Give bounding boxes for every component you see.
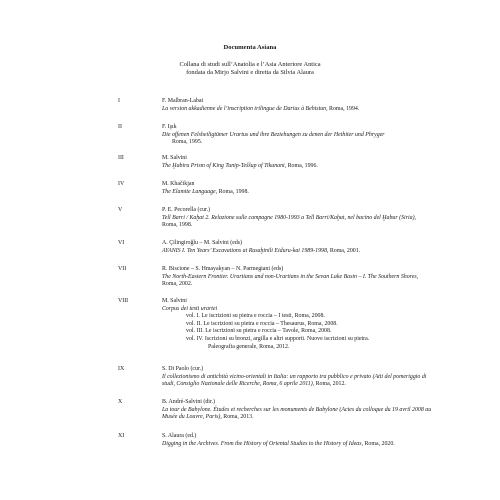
entry-body — [162, 240, 432, 255]
series-subtitle-line1: Collana di studi sull’Anatolia e l’Asia Anteriore Antica — [179, 61, 321, 68]
entry-author: R. Biscione – S. Hmayakyan – N. Parmegiani (eds) — [162, 266, 284, 272]
entry-body — [162, 366, 432, 389]
entry-publication: , Roma, 1994. — [326, 105, 360, 112]
entry-publication: , Roma, 1996. — [284, 162, 318, 169]
volume-item: vol. II. Le iscrizioni su pietra e roccia – Thesaurus, Roma, 2008. — [186, 320, 338, 327]
entry-number: IX — [118, 366, 125, 372]
entry-author: F. Işık — [162, 124, 177, 130]
entry-citation — [162, 407, 432, 422]
entry-title: La version akkadienne de l’inscription trilingue de Darius à Behistun — [162, 105, 327, 112]
entry-publication: , Roma, 2012. — [312, 381, 346, 388]
entry-citation — [162, 189, 432, 197]
entry-citation — [162, 374, 432, 389]
entry-number: I — [118, 98, 120, 104]
entry-citation — [162, 163, 432, 171]
entry-author: S. Di Paolo (cur.) — [162, 366, 204, 372]
volume-item: vol. III. Le iscrizioni su pietra e roccia – Tavole, Roma, 2008. — [186, 328, 332, 335]
entry-title: La tour de Babylone. Études et recherches sur les monuments de Babylone (Actes du colloque du 19 avril 2008 au Musée du Louvre, Paris) — [162, 406, 432, 421]
entry-publication: , Roma, 2013. — [220, 414, 254, 421]
entry-number: VII — [118, 266, 127, 272]
volume-item: vol. I. Le iscrizioni su pietra e roccia – I testi, Roma, 2008. — [186, 313, 325, 320]
entry-body — [162, 433, 432, 448]
entry-author: M. Salvini — [162, 155, 187, 161]
entry-title: The North-Eastern Frontier. Urartians and non-Urartians in the Sevan Lake Basin – I. The Southern Shores — [162, 273, 417, 280]
entry-title: Corpus dei testi urartei — [162, 305, 218, 312]
entry-author: P. E. Pecorella (cur.) — [162, 207, 211, 213]
entry-title: The Elamite Language — [162, 188, 216, 195]
entry-title: Tell Barri / Kaḫat 2. Relazione sulle campagne 1980-1993 a Tell Barri/Kaḫat, nel bacino del Ḫabur (Siria) — [162, 214, 415, 221]
entry-number: X — [118, 399, 123, 405]
entry-number: III — [118, 155, 124, 161]
entry-body — [162, 207, 432, 230]
entry-number: XI — [118, 433, 125, 439]
entry-body — [162, 399, 432, 422]
entry-citation — [162, 274, 432, 289]
entry-title: Die offenen Felsheiligtümer Urartus und ihre Beziehungen zu denen der Hethiter und Phryger — [162, 131, 385, 138]
entry-number: VI — [118, 240, 125, 246]
entry-author: A. Çilingiroğlu – M. Salvini (eds) — [162, 240, 243, 246]
entry-author: B. André-Salvini (dir.) — [162, 399, 216, 405]
entry-author: M. Khačikjan — [162, 181, 195, 187]
entry-body — [162, 266, 432, 289]
entry-publication: , Roma, 1998. — [162, 214, 417, 229]
entry-number: II — [118, 124, 122, 130]
volume-item: vol. IV. Iscrizioni su bronzi, argilla e altri supporti. Nuove iscrizioni su pietra. Paleografia generale, Roma, 2012. — [186, 335, 370, 350]
entry-author: F. Malbran-Labat — [162, 98, 204, 104]
entry-title: AYANIS I. Ten Years’ Excavations at Rusaḫinili Eiduru-kai 1989-1998 — [162, 247, 327, 254]
entry-publication: , Roma, 2020. — [361, 440, 395, 447]
entry-publication: Roma, 1995. — [172, 139, 203, 146]
entry-number: IV — [118, 181, 125, 187]
entry-body — [162, 298, 432, 351]
entry-author: S. Alaura (ed.) — [162, 433, 197, 439]
entry-citation — [162, 106, 432, 114]
entry-body — [162, 98, 432, 113]
entry-body — [162, 181, 432, 196]
series-title: Documenta Asiana — [223, 44, 277, 51]
entry-publication: , Roma, 2002. — [162, 273, 419, 288]
entry-title: The Ḫabiru Prism of King Tunip-Teššup of Tikunani — [162, 162, 285, 169]
entry-body — [162, 155, 432, 170]
entry-number: VIII — [118, 298, 129, 304]
entry-author: M. Salvini — [162, 298, 187, 304]
entry-citation — [162, 248, 432, 256]
entry-title: Digging in the Archives. From the History of Oriental Studies to the History of Ideas — [162, 440, 362, 447]
entry-publication: , Roma, 1998. — [215, 188, 249, 195]
entry-title: Il collezionismo di antichità vicino-orientali in Italia: un rapporto tra pubblico e privato (Atti del pomeriggio di studi, Consiglio Nazionale delle Ricerche, Roma, 6 aprile 2011) — [162, 373, 427, 388]
entry-citation — [162, 215, 432, 230]
series-subtitle-line2: fondata da Mirjo Salvini e diretta da Silvia Alaura — [186, 69, 314, 76]
entry-publication: , Roma, 2001. — [326, 247, 361, 254]
entry-number: V — [118, 207, 123, 213]
entry-body — [162, 124, 432, 147]
entry-citation — [162, 441, 432, 449]
